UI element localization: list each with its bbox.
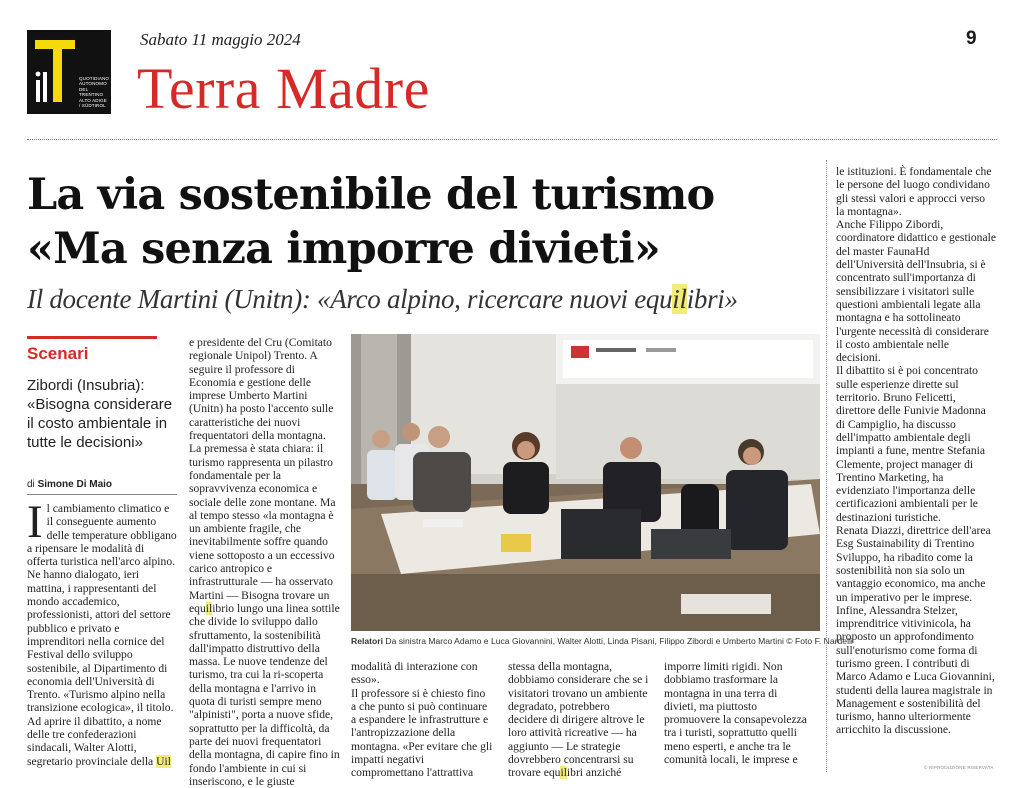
col3-paragraph-2: Il professore si è chiesto fino a che punto si può continuare a espandere le infrastrutture e l'antropizzazione della montagna. «Per evitare che gli impatti negativi compromettano l'attrattiva bbox=[351, 686, 493, 780]
col4-paragraph-post: ibri anziché bbox=[566, 766, 622, 780]
caption-label: Relatori bbox=[351, 636, 383, 646]
subhead-part-2: ibri» bbox=[686, 284, 738, 314]
body-column-4 bbox=[508, 660, 650, 780]
drop-cap: I bbox=[27, 496, 43, 548]
body-column-5 bbox=[664, 660, 812, 766]
subhead-highlight: il bbox=[672, 284, 687, 314]
il-t-logo-icon bbox=[33, 38, 77, 110]
col4-paragraph-pre: stessa della montagna, dobbiamo considerare che se i visitatori trovano un ambiente degradato, potrebbero decidere di dirigere altrove le loro attività ricreative — ha aggiunto — Le strategie dovrebbero concentrarsi su trovare equ bbox=[508, 660, 649, 780]
col2-highlight: il bbox=[205, 601, 213, 615]
article-headline bbox=[27, 168, 817, 276]
col3-paragraph: modalità di interazione con esso». bbox=[351, 660, 478, 687]
col1-paragraph-2: Ad aprire il dibattito, a nome delle tre confederazioni sindacali, Walter Alotti, segretario provinciale della bbox=[27, 714, 162, 768]
article-photo bbox=[351, 334, 820, 631]
sidebar-label: Scenari bbox=[27, 344, 89, 363]
photo-caption bbox=[351, 636, 853, 646]
body-column-1 bbox=[27, 496, 177, 768]
col6-paragraph-4: Renata Diazzi, direttrice dell'area Esg Sustainability di Trentino Sviluppo, ha ribadito come la sostenibilità non sia solo un vantaggio economico, ma anche un imperativo per le imprese. bbox=[836, 524, 991, 604]
headline-line-1: La via sostenibile del turismo bbox=[27, 170, 715, 220]
byline bbox=[27, 479, 112, 490]
body-column-3 bbox=[351, 660, 493, 780]
body-column-6 bbox=[836, 165, 996, 737]
col1-highlight: Uil bbox=[156, 754, 171, 768]
col5-paragraph: imporre limiti rigidi. Non dobbiamo trasformare la montagna in una terra di divieti, ma piuttosto promuovere la consapevolezza tra i turisti, soprattutto quelli meno esperti, e anche tra le comunità locali, le imprese e bbox=[664, 660, 807, 767]
subhead-part-1: Il docente Martini (Unitn): «Arco alpino, ricercare nuovi equ bbox=[27, 284, 673, 314]
page-number: 9 bbox=[966, 28, 977, 49]
col6-paragraph-1: le istituzioni. È fondamentale che le persone del luogo condividano gli stessi valori e approcci verso la montagna». bbox=[836, 165, 992, 218]
issue-date: Sabato 11 maggio 2024 bbox=[140, 30, 301, 49]
sidebar-rule bbox=[27, 336, 157, 339]
masthead-divider bbox=[27, 139, 997, 140]
byline-prefix: di bbox=[27, 479, 35, 490]
column-divider bbox=[826, 160, 827, 772]
sidebar-quote: Zibordi (Insubria): «Bisogna considerare il costo ambientale in tutte le decisioni» bbox=[27, 377, 173, 451]
conference-photo-illustration bbox=[351, 334, 820, 631]
copyright-notice: © RIPRODUZIONE RISERVATA bbox=[924, 765, 994, 770]
section-title: Terra Madre bbox=[137, 56, 430, 121]
body-column-2 bbox=[189, 336, 341, 788]
article-subheadline bbox=[27, 284, 817, 315]
caption-text: Da sinistra Marco Adamo e Luca Giovannini, Walter Alotti, Linda Pisani, Filippo Zibordi e Umberto Martini © Foto F. Nardelli bbox=[385, 636, 853, 646]
col2-paragraph-2-pre: La premessa è stata chiara: il turismo rappresenta un pilastro fondamentale per la sopravvivenza economica e sociale delle zone montane. Ma al tempo stesso «la montagna è un ambiente fragile, che inevitabilmente soffre quando viene sottoposto a un eccessivo carico antropico e infrastrutturale — ha osservato Martini — Bisogna trovare un equ bbox=[189, 442, 336, 615]
col2-paragraph-2-post: ibrio lungo una linea sottile che divide lo sviluppo dallo sfruttamento, la sostenibilità dall'impatto distruttivo della massa. Le nuove tendenze del turismo, tra cui la ri-scoperta della montagna e l'arrivo in quota di turisti sempre meno "alpinisti", porta a nuove sfide, soprattutto per la difficoltà, da parte dei nuovi frequentatori della montagna, di capire fino in fondo l'ambiente in cui si inseriscono, e le giuste bbox=[189, 601, 340, 788]
logo-tagline: QUOTIDIANO AUTONOMO DEL TRENTINO ALTO ADIGE / SÜDTIROL bbox=[79, 76, 110, 109]
headline-line-2: «Ma senza imporre divieti» bbox=[27, 224, 660, 274]
col2-paragraph: e presidente del Cru (Comitato regionale Unipol) Trento. A seguire il professore di Economia e gestione delle imprese Umberto Martini (Unitn) ha posto l'accento sulle caratteristiche dei nuovi frequentatori della montagna. bbox=[189, 336, 334, 443]
newspaper-logo bbox=[27, 30, 111, 114]
col1-paragraph: l cambiamento climatico e il conseguente aumento delle temperature obbligano a ripensare le modalità di offerta turistica nell'arco alpino. Ne hanno dialogato, ieri mattina, i rappresentanti del mondo accademico, professionisti, attori del settore pubblico e privato e imprenditori nella cornice del Festival dello sviluppo sostenibile, al Dipartimento di economia dell'Università di Trento. «Turismo alpino nella transizione ecologica», il titolo. bbox=[27, 502, 177, 715]
byline-author: Simone Di Maio bbox=[37, 479, 113, 490]
col6-paragraph-3: Il dibattito si è poi concentrato sulle esperienze dirette sul territorio. Bruno Felicetti, direttore delle Funivie Madonna di Campiglio, ha discusso dell'impatto ambientale degli impianti a fune, mentre Stefania Clemente, project manager di Trentino Marketing, ha evidenziato l'importanza delle certificazioni ambientali per le destinazioni turistiche. bbox=[836, 364, 986, 524]
byline-divider bbox=[27, 494, 177, 495]
col6-paragraph-5: Infine, Alessandra Stelzer, imprenditrice vitivinicola, ha proposto un approfondimento sull'enoturismo come forma di turismo green. I contributi di Marco Adamo e Luca Giovannini, studenti della laurea magistrale in Management e sostenibilità del turismo, hanno ulteriormente arricchito la discussione. bbox=[836, 603, 995, 737]
col6-paragraph-2: Anche Filippo Zibordi, coordinatore didattico e gestionale del master FaunaHd dell'Università dell'Insubria, si è concentrato sull'importanza di sensibilizzare i visitatori sulle questioni ambientali legate alla montagna e ha sottolineato l'urgente necessità di considerare il costo ambientale nelle decisioni. bbox=[836, 218, 996, 365]
col4-highlight: il bbox=[560, 766, 567, 780]
